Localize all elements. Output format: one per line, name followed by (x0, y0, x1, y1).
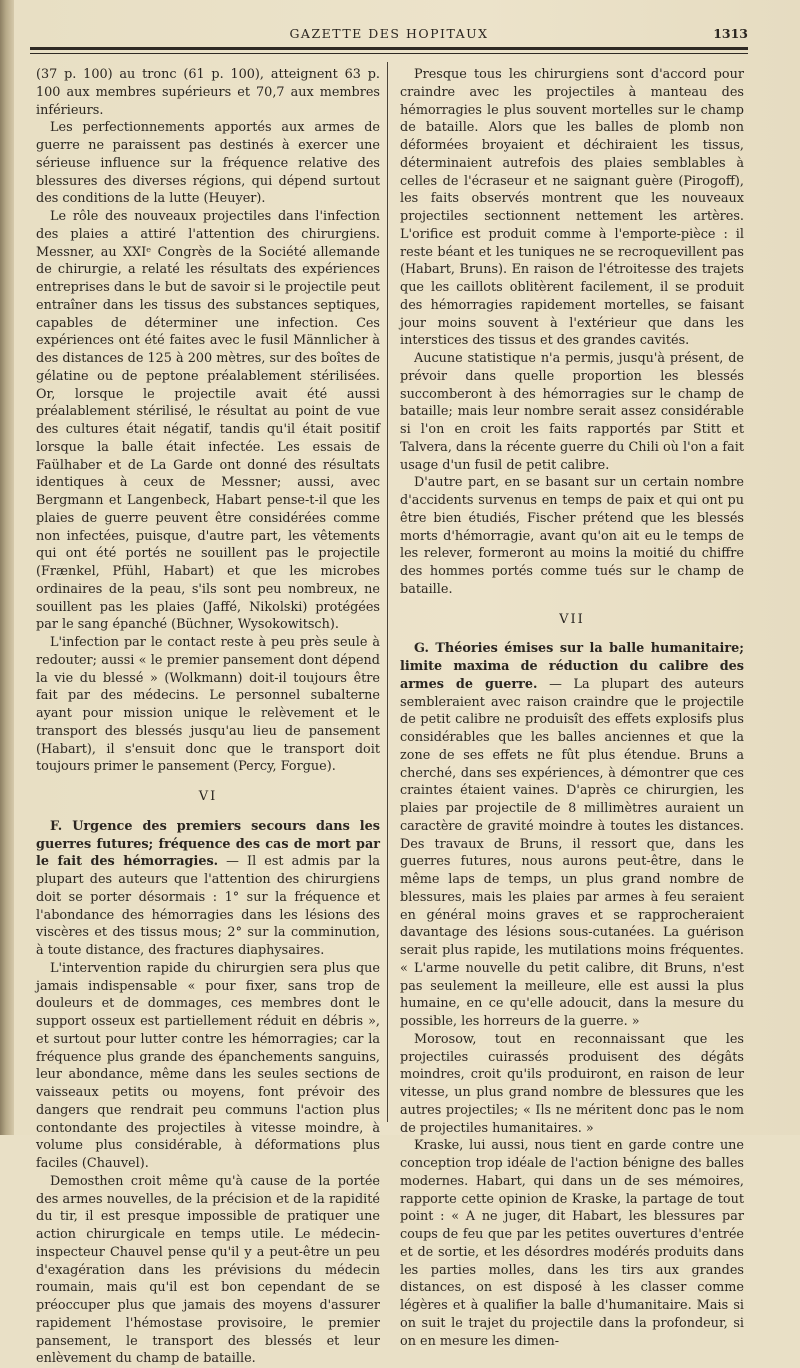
paragraph-with-heading (36, 818, 380, 960)
paragraph: Le rôle des nouveaux projectiles dans l'infection des plaies a attiré l'attention des chirurgiens. Messner, au XXIᵉ Congrès de la Société allemande de chirurgie, a relaté les résultats des expériences entreprises dans le but de savoir si le projectile peut entraîner dans les tissus des substances septiques, capables de déterminer une infection. Ces expériences ont été faites avec le fusil Männlicher à des distances de 125 à 200 mètres, sur des boîtes de gélatine ou de peptone préalablement stérilisées. Or, lorsque le projectile avait été aussi préalablement stérilisé, le résultat au point de vue des cultures était négatif, tandis qu'il était positif lorsque la balle était infectée. Les essais de Faülhaber et de La Garde ont donné des résultats identiques à ceux de Messner; aussi, avec Bergmann et Langenbeck, Habart pense-t-il que les plaies de guerre peuvent être considérées comme non infectées, puisque, d'autre part, les vêtements qui ont été portés ne souillent pas le projectile (Frænkel, Pfühl, Habart) et que les microbes ordinaires de la peau, s'ils sont peu nombreux, ne souillent pas les plaies (Jaffé, Nikolski) protégées par le sang épanché (Büchner, Wysokowitsch). (36, 209, 380, 633)
paragraph: Les perfectionnements apportés aux armes de guerre ne paraissent pas destinés à exercer une sérieuse influence sur la fréquence relative des blessures des diverses régions, qui dépend surtout des conditions de la lutte (Heuyer). (36, 120, 380, 207)
right-column (400, 66, 744, 1350)
header-rule-thin (30, 53, 748, 54)
paragraph: Morosow, tout en reconnaissant que les projectiles cuirassés produisent des dégâts moindres, croit qu'ils produiront, en raison de leur vitesse, un plus grand nombre de blessures que les autres projectiles; « Ils ne méritent donc pas le nom de projectiles humanitaires. » (400, 1031, 744, 1136)
header-rule-thick (30, 47, 748, 50)
left-column (36, 66, 380, 1368)
page-header (30, 24, 748, 44)
paragraph: (37 p. 100) au tronc (61 p. 100), atteignent 63 p. 100 aux membres supérieurs et 70,7 aux membres inférieurs. (36, 67, 380, 118)
paragraph: Demosthen croit même qu'à cause de la portée des armes nouvelles, de la précision et de la rapidité du tir, il est presque impossible de pratiquer une action chirurgicale en temps utile. Le médecin-inspecteur Chauvel pense qu'il y a peut-être un peu d'exagération dans les prévisions du médecin roumain, mais qu'il est bon cependant de se préoccuper plus que jamais des moyens d'assurer rapidement l'hémostase provisoire, le premier pansement, le transport des blessés et leur enlèvement du champ de bataille. (36, 1173, 380, 1367)
book-spine-shadow (0, 0, 14, 1135)
paragraph-body: — La plupart des auteurs sembleraient avec raison craindre que le projectile de petit calibre ne produisît des effets explosifs plus considérables que les balles anciennes et que la zone de ses effets ne fût plus étendue. Bruns a cherché, dans ses expériences, à démontrer que ces craintes étaient vaines. D'après ce chirurgien, les plaies par projectile de 8 millimètres auraient un caractère de gravité moindre à toutes les distances. Des travaux de Bruns, il ressort que, dans les guerres futures, nous aurons peut-être, dans le même laps de temps, un plus grand nombre de blessures, mais les plaies par armes à feu seraient en général moins graves et se rapprocheraient davantage des lésions sous-cutanées. La guérison serait plus rapide, les mutilations moins fréquentes. « L'arme nouvelle du petit calibre, dit Bruns, n'est pas seulement la meilleure, elle est aussi la plus humaine, en ce qu'elle adoucit, dans la mesure du possible, les horreurs de la guerre. » (400, 676, 744, 1029)
section-heading-f: F. Urgence des premiers secours dans les guerres futures; fréquence des cas de mort par le fait des hémorragies. (36, 818, 380, 870)
publication-title: GAZETTE DES HOPITAUX (289, 26, 489, 41)
paragraph: L'infection par le contact reste à peu près seule à redouter; aussi « le premier pansement dont dépend la vie du blessé » (Wolkmann) doit-il toujours être fait par des médecins. Le personnel subalterne ayant pour mission unique le relèvement et le transport des blessés jusqu'au lieu de pansement (Habart), il s'ensuit donc que le transport doit toujours primer le pansement (Percy, Forgue). (36, 635, 380, 775)
paragraph: D'autre part, en se basant sur un certain nombre d'accidents survenus en temps de paix et qui ont pu être bien étudiés, Fischer prétend que les blessés morts d'hémorragie, avant qu'on ait eu le temps de les relever, formeront au moins la moitié du chiffre des hommes portés comme tués sur le champ de bataille. (400, 475, 744, 597)
paragraph: Kraske, lui aussi, nous tient en garde contre une conception trop idéale de l'action bénigne des balles modernes. Habart, qui dans un de ses mémoires, rapporte cette opinion de Kraske, la partage de tout point : « A ne juger, dit Habart, les blessures par coups de feu que par les petites ouvertures d'entrée et de sortie, et les désordres modérés produits dans les parties molles, dans les tirs aux grandes distances, on est disposé à les classer comme légères et à qualifier la balle d'humanitaire. Mais si on suit le trajet du projectile dans la profondeur, si on en mesure les dimen- (400, 1138, 744, 1349)
page-number: 1313 (713, 26, 748, 41)
paragraph-body: — Il est admis par la plupart des auteurs que l'attention des chirurgiens doit se porter désormais : 1° sur la fréquence et l'abondance des hémorragies dans les lésions des viscères et des tissus mous; 2° sur la comminution, à toute distance, des fractures diaphysaires. (36, 854, 380, 958)
column-divider (387, 62, 388, 1122)
paragraph: Aucune statistique n'a permis, jusqu'à présent, de prévoir dans quelle proportion les blessés succomberont à des hémorragies sur le champ de bataille; mais leur nombre serait assez considérable si l'on en croit les faits rapportés par Stitt et Talvera, dans la récente guerre du Chili où l'on a fait usage d'un fusil de petit calibre. (400, 351, 744, 473)
section-heading-g: G. Théories émises sur la balle humanitaire; limite maxima de réduction du calibre des armes de guerre. (400, 641, 744, 692)
section-number-vii: VII (559, 611, 585, 627)
paragraph: L'intervention rapide du chirurgien sera plus que jamais indispensable « pour fixer, sans trop de douleurs et de dommages, ces membres dont le support osseux est partiellement réduit en débris », et surtout pour lutter contre les hémorragies; car la fréquence plus grande des épanchements sanguins, leur abondance, même dans les seules sections de vaisseaux petits ou moyens, font prévoir des dangers que rendrait peu communs l'action plus contondante des projectiles à vitesse moindre, à volume plus considérable, à déformations plus faciles (Chauvel). (36, 960, 380, 1171)
paragraph-with-heading (400, 640, 744, 1031)
paragraph: Presque tous les chirurgiens sont d'accord pour craindre avec les projectiles à manteau des hémorragies le plus souvent mortelles sur le champ de bataille. Alors que les balles de plomb non déformées broyaient et déchiraient les tissus, déterminaient autrefois des plaies semblables à celles de l'écraseur et ne saignant guère (Pirogoff), les faits observés montrent que les nouveaux projectiles sectionnent nettement les artères. L'orifice est produit comme à l'emporte-pièce : il reste béant et les tuniques ne se recroquevillent pas (Habart, Bruns). En raison de l'étroitesse des trajets que les caillots oblitèrent facilement, il se produit des hémorragies rapidement mortelles, se faisant jour moins souvent à l'extérieur que dans les interstices des tissus et des grandes cavités. (400, 67, 744, 349)
section-number-vi: VI (198, 789, 218, 804)
